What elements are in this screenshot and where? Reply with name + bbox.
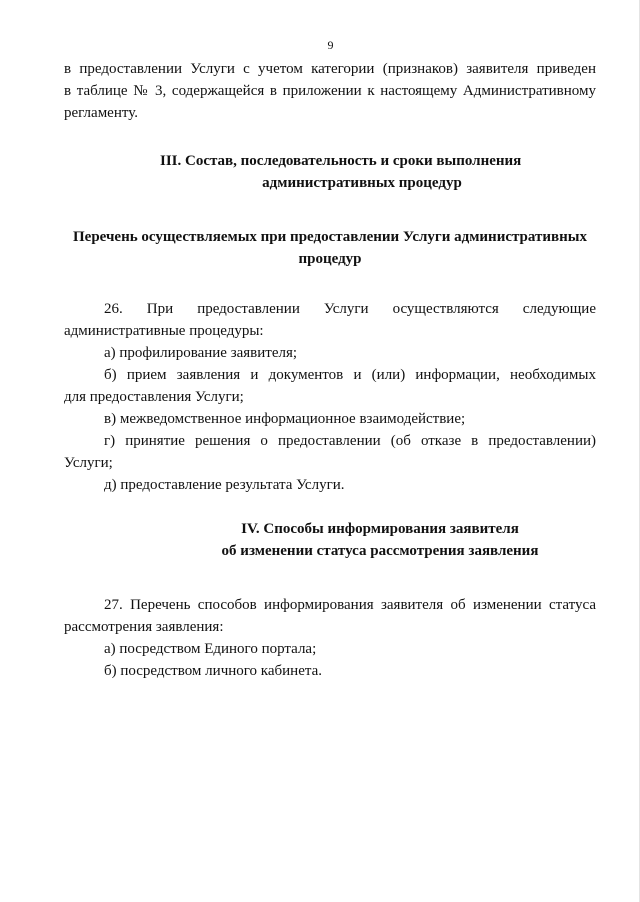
section-3-heading	[64, 150, 596, 194]
item-26-line-2: административные процедуры:	[64, 323, 264, 339]
item-27-b: б) посредством личного кабинета.	[104, 663, 322, 679]
section-3-heading-line-1: III. Состав, последовательность и сроки выполнения	[160, 153, 522, 169]
document-body	[64, 58, 596, 682]
page-number: 9	[327, 38, 334, 52]
item-27-line-2: рассмотрения заявления:	[64, 619, 224, 635]
intro-line-2: в таблице № 3, содержащейся в приложении к настоящему Административному	[64, 83, 596, 99]
section-4-heading	[64, 518, 596, 562]
section-3-heading-line-2: административных процедур	[262, 175, 462, 191]
item-26	[64, 298, 596, 496]
intro-line-1: в предоставлении Услуги с учетом категории (признаков) заявителя приведен	[64, 61, 596, 77]
item-26-a: а) профилирование заявителя;	[104, 345, 298, 361]
item-26-b-line-1: б) прием заявления и документов и (или) информации, необходимых	[104, 367, 596, 383]
item-27-line-1: 27. Перечень способов информирования заявителя об изменении статуса	[104, 597, 596, 613]
item-26-v: в) межведомственное информационное взаимодействие;	[104, 411, 466, 427]
item-26-g-line-2: Услуги;	[64, 455, 113, 471]
item-27	[64, 594, 596, 682]
item-26-b-line-2: для предоставления Услуги;	[64, 389, 244, 405]
intro-paragraph	[64, 58, 596, 124]
subsection-heading	[64, 226, 596, 270]
item-26-d: д) предоставление результата Услуги.	[104, 477, 345, 493]
item-27-a: а) посредством Единого портала;	[104, 641, 317, 657]
intro-line-3: регламенту.	[64, 105, 138, 121]
item-26-line-1: 26. При предоставлении Услуги осуществляются следующие	[104, 301, 596, 317]
subsection-heading-line-2: процедур	[298, 251, 362, 267]
section-4-heading-line-2: об изменении статуса рассмотрения заявления	[221, 543, 539, 559]
subsection-heading-line-1: Перечень осуществляемых при предоставлении Услуги административных	[73, 229, 587, 245]
section-4-heading-line-1: IV. Способы информирования заявителя	[241, 521, 519, 537]
item-26-g-line-1: г) принятие решения о предоставлении (об отказе в предоставлении)	[104, 433, 596, 449]
